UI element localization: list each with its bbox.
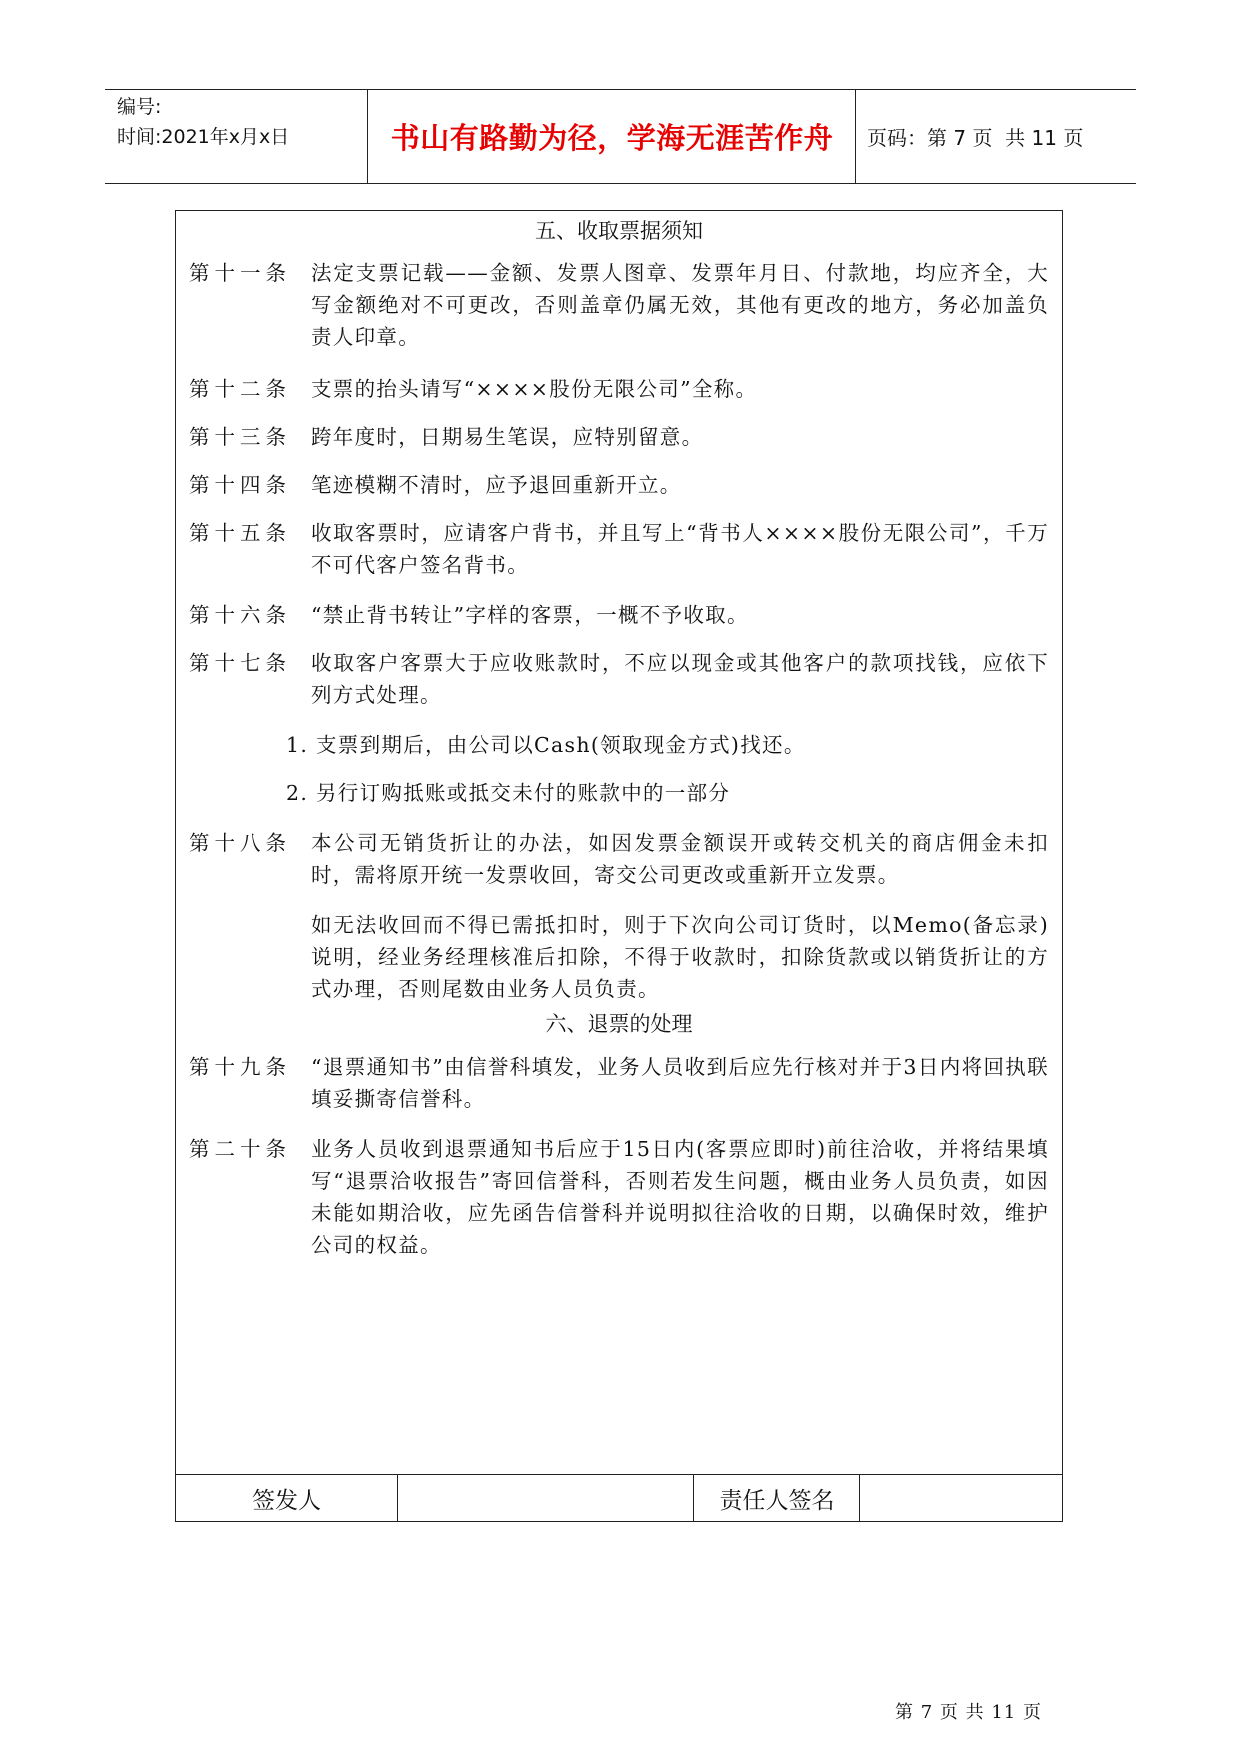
- date-label: 时间:2021年x月x日: [117, 126, 290, 148]
- list-item: [286, 729, 1026, 761]
- list-item-number: 2.: [286, 781, 309, 805]
- article-label: 第十九条: [189, 1055, 291, 1079]
- article-label: 第十三条: [189, 425, 291, 449]
- article-text: 收取客户客票大于应收账款时，不应以现金或其他客户的款项找钱，应依下列方式处理。: [311, 651, 1049, 707]
- header-divider: [855, 90, 856, 183]
- article-label: 第十六条: [189, 603, 291, 627]
- page-footer: 第 7 页 共 11 页: [895, 1702, 1042, 1723]
- article-paragraph: 如无法收回而不得已需抵扣时，则于下次向公司订货时，以Memo(备忘录)说明，经业务经理核准后扣除，不得于收款时，扣除货款或以销货折让的方式办理，否则尾数由业务人员负责。: [311, 913, 1049, 1001]
- responsible-label: 责任人签名: [693, 1475, 860, 1521]
- article-text: 法定支票记载——金额、发票人图章、发票年月日、付款地，均应齐全，大写金额绝对不可更改，否则盖章仍属无效，其他有更改的地方，务必加盖负责人印章。: [311, 261, 1049, 349]
- article-label: 第十七条: [189, 651, 291, 675]
- article: [189, 827, 1049, 891]
- article-text: 笔迹模糊不清时，应予退回重新开立。: [311, 473, 682, 497]
- article-text: 跨年度时，日期易生笔误，应特别留意。: [311, 425, 704, 449]
- issuer-signature-field[interactable]: [397, 1475, 694, 1521]
- article: [189, 421, 1049, 453]
- list-item-number: 1.: [286, 733, 309, 757]
- header-motto: 书山有路勤为径，学海无涯苦作舟: [390, 121, 834, 155]
- article: [189, 469, 1049, 501]
- header-divider: [367, 90, 368, 183]
- number-label: 编号:: [117, 96, 162, 118]
- list-item-text: 支票到期后，由公司以Cash(领取现金方式)找还。: [316, 733, 806, 757]
- responsible-signature-field[interactable]: [859, 1475, 1062, 1521]
- article: [189, 599, 1049, 631]
- article-label: 第十四条: [189, 473, 291, 497]
- section-title: 六、退票的处理: [545, 1012, 693, 1036]
- list-item: [286, 777, 1026, 809]
- article-text: “禁止背书转让”字样的客票，一概不予收取。: [311, 603, 749, 627]
- article-label: 第二十条: [189, 1137, 291, 1161]
- article: [189, 257, 1049, 353]
- article-text: 支票的抬头请写“××××股份无限公司”全称。: [311, 377, 758, 401]
- header-meta: [117, 92, 365, 152]
- signature-row: [176, 1474, 1062, 1521]
- article-label: 第十二条: [189, 377, 291, 401]
- list-item-text: 另行订购抵账或抵交未付的账款中的一部分: [316, 781, 731, 805]
- section-title: 五、收取票据须知: [535, 219, 703, 243]
- article-label: 第十一条: [189, 261, 291, 285]
- article: [189, 517, 1049, 581]
- article: [189, 1133, 1049, 1261]
- article-text: 收取客票时，应请客户背书，并且写上“背书人××××股份无限公司”，千万不可代客户签名背书。: [311, 521, 1049, 577]
- article: [189, 1051, 1049, 1115]
- article: [189, 373, 1049, 405]
- document-header: [105, 89, 1136, 184]
- article-text: 本公司无销货折让的办法，如因发票金额误开或转交机关的商店佣金未扣时，需将原开统一发票收回，寄交公司更改或重新开立发票。: [311, 831, 1049, 887]
- article: [189, 647, 1049, 711]
- article-text: “退票通知书”由信誉科填发，业务人员收到后应先行核对并于3日内将回执联填妥撕寄信誉科。: [311, 1055, 1049, 1111]
- article-label: 第十八条: [189, 831, 291, 855]
- content-table: [175, 210, 1063, 1522]
- header-page-info: 页码：第 7 页 共 11 页: [867, 126, 1084, 150]
- article-text: 业务人员收到退票通知书后应于15日内(客票应即时)前往洽收，并将结果填写“退票洽收报告”寄回信誉科，否则若发生问题，概由业务人员负责，如因未能如期洽收，应先函告信誉科并说明拟往洽收的日期，以确保时效，维护公司的权益。: [311, 1137, 1049, 1257]
- issuer-label: 签发人: [252, 1487, 321, 1514]
- article-label: 第十五条: [189, 521, 291, 545]
